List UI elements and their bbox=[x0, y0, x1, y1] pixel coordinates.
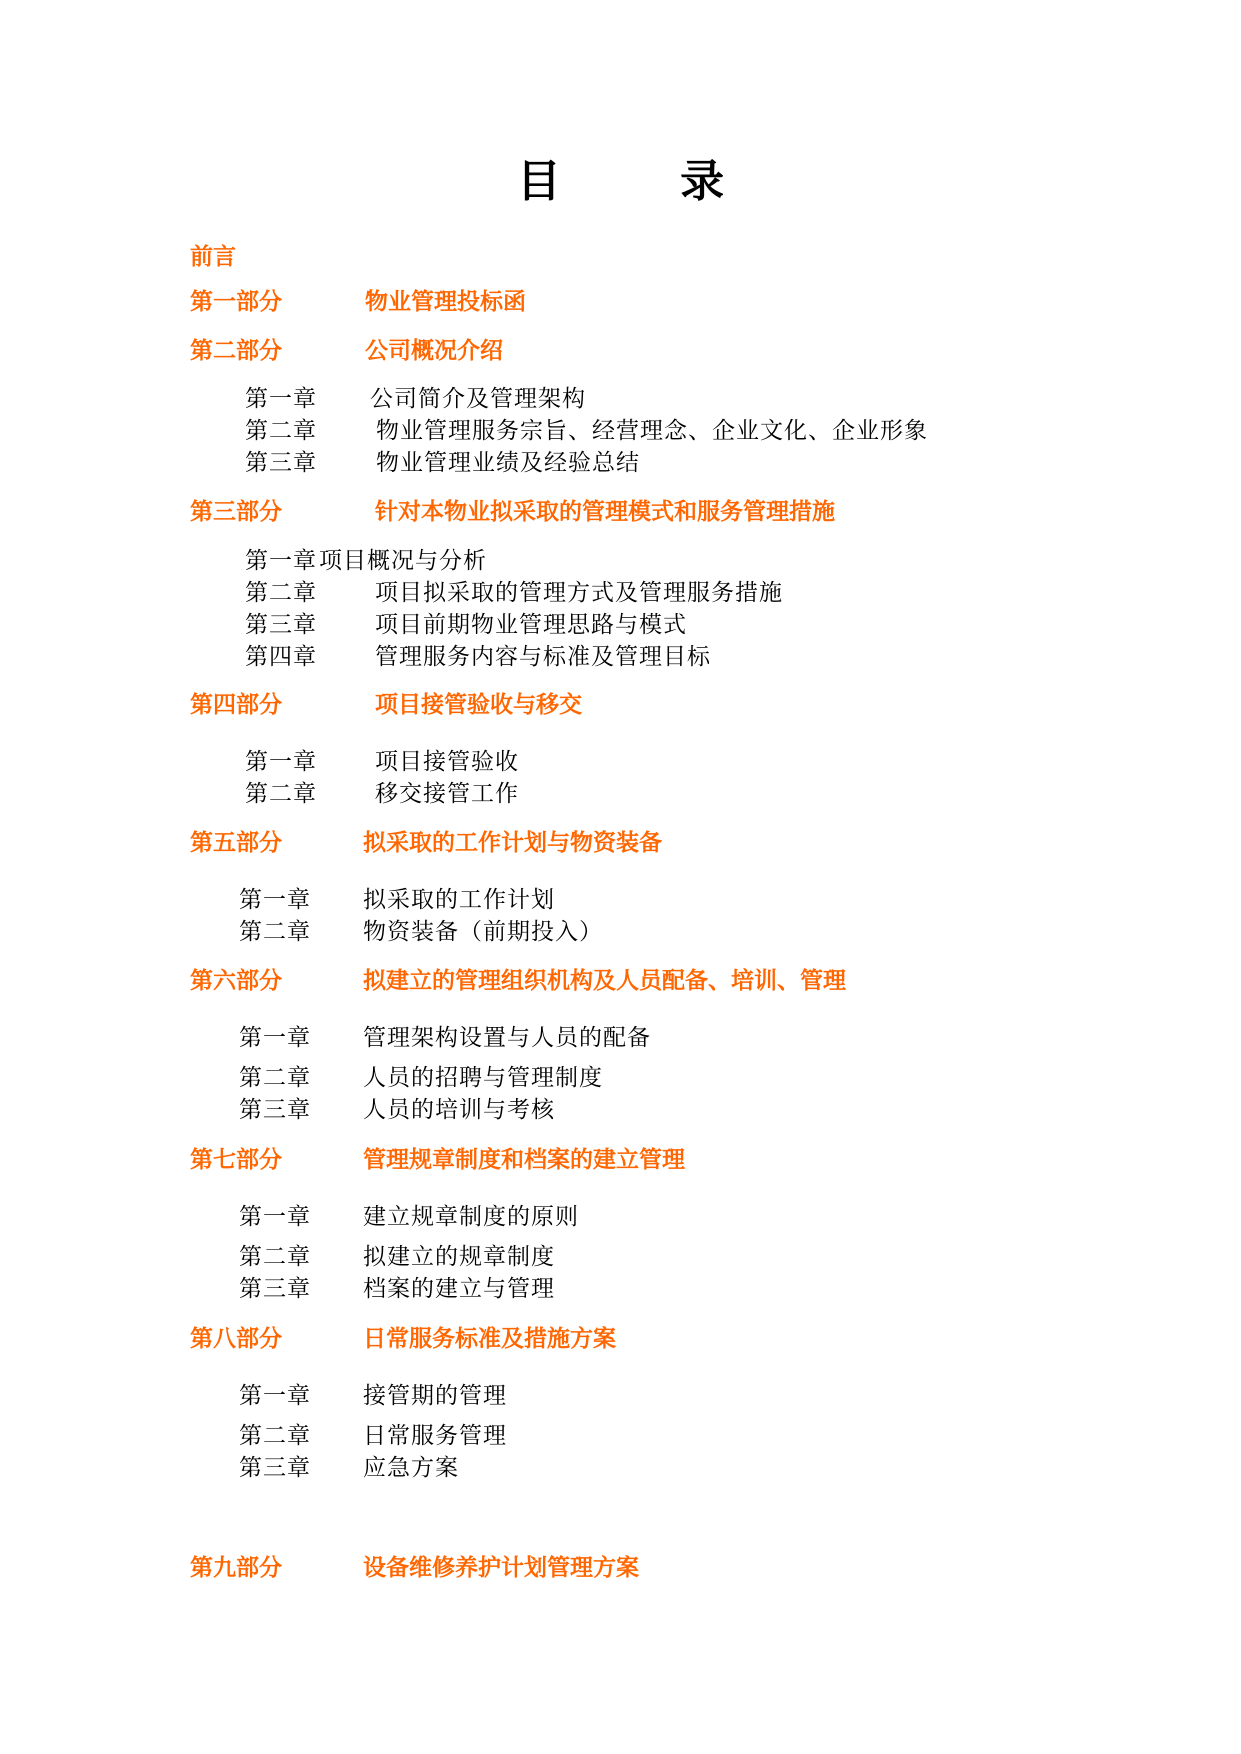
chapter-title: 应急方案 bbox=[363, 1455, 459, 1481]
chapter-title: 项目拟采取的管理方式及管理服务措施 bbox=[375, 580, 783, 606]
chapter-title: 移交接管工作 bbox=[375, 781, 519, 807]
chapter-number: 第四章 bbox=[245, 644, 317, 670]
chapter-number: 第一章 bbox=[239, 887, 311, 913]
chapter-number: 第三章 bbox=[245, 450, 317, 476]
part-title: 项目接管验收与移交 bbox=[375, 691, 582, 718]
chapter-number: 第三章 bbox=[245, 612, 317, 638]
chapter-number: 第一章 bbox=[245, 386, 317, 412]
chapter-number: 第三章 bbox=[239, 1276, 311, 1302]
part-title: 设备维修养护计划管理方案 bbox=[363, 1554, 639, 1581]
part-number: 第二部分 bbox=[190, 337, 282, 364]
chapter-title: 人员的培训与考核 bbox=[363, 1097, 555, 1123]
chapter-number: 第一章 bbox=[239, 1204, 311, 1230]
chapter-number: 第一章 bbox=[239, 1383, 311, 1409]
chapter-number: 第一章 bbox=[239, 1025, 311, 1051]
chapter-title: 接管期的管理 bbox=[363, 1383, 507, 1409]
toc-preface-label: 前言 bbox=[190, 243, 236, 270]
chapter-number: 第一章 bbox=[245, 548, 317, 574]
chapter-number: 第三章 bbox=[239, 1097, 311, 1123]
part-number: 第三部分 bbox=[190, 498, 282, 525]
chapter-title: 公司简介及管理架构 bbox=[370, 386, 586, 412]
part-title: 拟建立的管理组织机构及人员配备、培训、管理 bbox=[363, 967, 846, 994]
part-number: 第五部分 bbox=[190, 829, 282, 856]
part-number: 第四部分 bbox=[190, 691, 282, 718]
chapter-title: 物资装备（前期投入） bbox=[363, 919, 603, 945]
chapter-number: 第二章 bbox=[245, 418, 317, 444]
chapter-title: 项目接管验收 bbox=[375, 749, 519, 775]
chapter-title: 日常服务管理 bbox=[363, 1423, 507, 1449]
chapter-number: 第二章 bbox=[245, 580, 317, 606]
chapter-title: 管理服务内容与标准及管理目标 bbox=[375, 644, 711, 670]
chapter-number: 第二章 bbox=[245, 781, 317, 807]
chapter-title: 管理架构设置与人员的配备 bbox=[363, 1025, 651, 1051]
part-title: 拟采取的工作计划与物资装备 bbox=[363, 829, 662, 856]
chapter-title: 档案的建立与管理 bbox=[363, 1276, 555, 1302]
chapter-title: 项目前期物业管理思路与模式 bbox=[375, 612, 687, 638]
chapter-title: 拟采取的工作计划 bbox=[363, 887, 555, 913]
chapter-number: 第二章 bbox=[239, 1423, 311, 1449]
chapter-title: 物业管理业绩及经验总结 bbox=[376, 450, 640, 476]
part-number: 第八部分 bbox=[190, 1325, 282, 1352]
part-title: 针对本物业拟采取的管理模式和服务管理措施 bbox=[375, 498, 835, 525]
chapter-title: 拟建立的规章制度 bbox=[363, 1244, 555, 1270]
chapter-number: 第一章 bbox=[245, 749, 317, 775]
chapter-number: 第三章 bbox=[239, 1455, 311, 1481]
page-title: 目 录 bbox=[516, 156, 777, 207]
part-number: 第七部分 bbox=[190, 1146, 282, 1173]
part-title: 物业管理投标函 bbox=[365, 288, 526, 315]
part-number: 第九部分 bbox=[190, 1554, 282, 1581]
chapter-title: 建立规章制度的原则 bbox=[363, 1204, 579, 1230]
chapter-number: 第二章 bbox=[239, 1244, 311, 1270]
part-title: 日常服务标准及措施方案 bbox=[363, 1325, 616, 1352]
chapter-title: 物业管理服务宗旨、经营理念、企业文化、企业形象 bbox=[376, 418, 928, 444]
chapter-number: 第二章 bbox=[239, 1065, 311, 1091]
part-title: 管理规章制度和档案的建立管理 bbox=[363, 1146, 685, 1173]
part-title: 公司概况介绍 bbox=[365, 337, 503, 364]
chapter-title: 项目概况与分析 bbox=[319, 548, 487, 574]
chapter-title: 人员的招聘与管理制度 bbox=[363, 1065, 603, 1091]
chapter-number: 第二章 bbox=[239, 919, 311, 945]
part-number: 第六部分 bbox=[190, 967, 282, 994]
part-number: 第一部分 bbox=[190, 288, 282, 315]
